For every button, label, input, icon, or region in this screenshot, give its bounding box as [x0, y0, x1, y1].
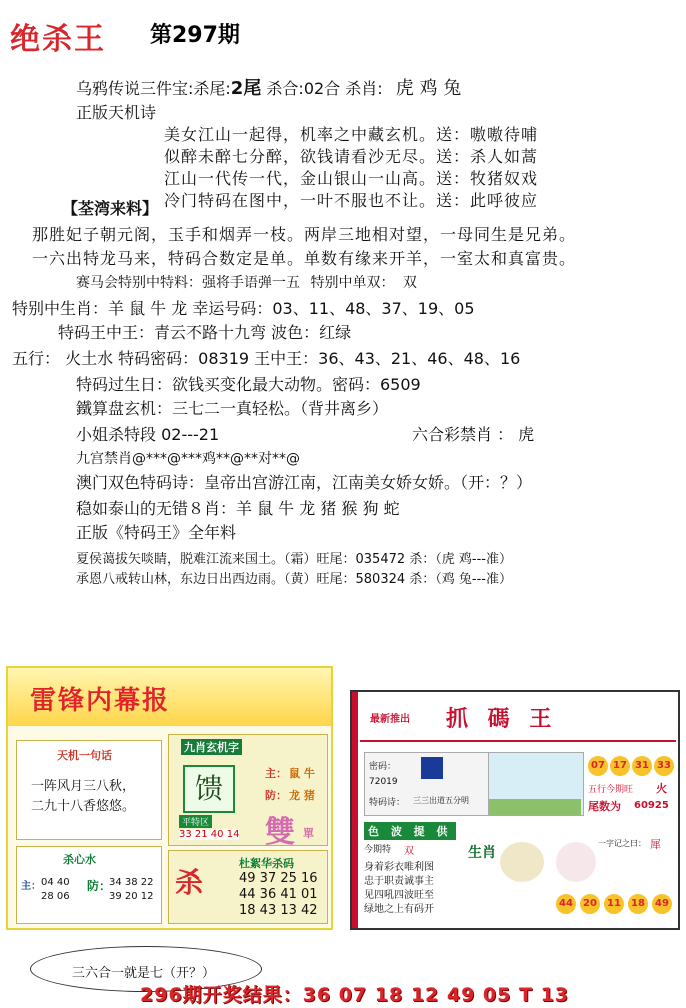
code-box	[364, 752, 490, 816]
line-sansanjianbao	[76, 74, 461, 100]
poem-line: 二九十八香悠悠。	[31, 799, 136, 814]
jinqi-label: 今期特	[364, 845, 392, 855]
wuxing-label: 五行今期旺	[588, 785, 634, 795]
mouse-icon	[500, 842, 544, 882]
label: 特别中单双：	[310, 275, 395, 291]
section-tianji-title: 正版天机诗	[76, 103, 157, 122]
source-label: 【荃湾来料】	[62, 199, 159, 218]
brand-title: 绝杀王	[10, 22, 106, 57]
value-shaxiao: 虎 鸡 兔	[395, 78, 462, 99]
shama-box	[168, 850, 328, 924]
sha-row: 18 43 13 42	[239, 903, 318, 918]
line-tiesuan: 鐵算盘玄机：三七二一真轻松。（背井离乡）	[76, 399, 389, 418]
code-value: 72019	[369, 777, 398, 787]
leifeng-card	[6, 666, 333, 930]
label: 防：	[87, 879, 112, 893]
value: 双	[402, 275, 417, 291]
value-weishu: 2尾	[230, 78, 262, 99]
poem-line: 绿地之上有码开	[364, 904, 434, 915]
poem-line: 江山一代传一代，金山银山一山高。送：牧猪奴戏	[164, 169, 539, 188]
ball: 20	[580, 894, 600, 914]
card-title: 抓 碼 王	[446, 707, 558, 732]
line-quannian: 正版《特码王》全年料	[76, 523, 237, 542]
label: 密码：	[369, 762, 397, 772]
box-title: 杀心水	[63, 853, 96, 866]
ball: 31	[632, 756, 652, 776]
line-xiaojie: 小姐杀特段 02---21	[76, 425, 220, 444]
sha-row: 49 37 25 16	[239, 871, 318, 886]
line-liuhe: 六合彩禁肖 ： 虎	[412, 425, 535, 444]
poem-line: 冷门特码在图中，一叶不服也不让。送：此呼彼应	[164, 191, 539, 210]
red-side-bar	[352, 692, 358, 928]
ball: 07	[588, 756, 608, 776]
sha-row: 44 36 41 01	[239, 887, 318, 902]
box-title: 天机一句话	[57, 749, 112, 762]
jinqi-value: 双	[404, 846, 414, 857]
label: 杀合:02合 杀肖:	[266, 79, 383, 98]
poem-line: 似醉未醉七分醉，欲钱请看沙无尽。送：杀人如蒿	[164, 147, 539, 166]
box-title: 九肖玄机字	[181, 739, 242, 755]
label: 乌鸦传说三件宝:杀尾:	[76, 79, 231, 98]
sha-char: 杀	[175, 866, 204, 899]
nums: 04 40	[41, 877, 70, 888]
shuang-char: 雙	[265, 815, 295, 850]
weishu-value: 60925	[634, 800, 669, 811]
value: 鼠 牛	[289, 767, 315, 780]
label: 特码诗：	[369, 798, 406, 808]
line-shengri: 特码过生日：欲钱买变化最大动物。密码：6509	[76, 375, 421, 394]
line-jiugong: 九宫禁肖@***@***鸡**@**对**@	[76, 451, 300, 467]
poem-line: 见四吼四波旺至	[364, 890, 434, 901]
tequ-label: 平特区	[179, 815, 212, 828]
weishu-label: 尾数为	[588, 800, 621, 813]
poem-line: 美女江山一起得，机率之中藏玄机。送：嗷嗷待哺	[164, 125, 539, 144]
label: 赛马会特别中特料：强将手语弹一五	[76, 275, 300, 291]
ball: 33	[654, 756, 674, 776]
news-label: 最新推出	[370, 714, 410, 725]
nums: 28 06	[41, 891, 70, 902]
label: 主：	[21, 881, 41, 892]
box-title: 杜絮华杀码	[239, 857, 294, 870]
right-hint: 一字记之曰：	[598, 839, 646, 848]
nums: 39 20 12	[109, 891, 154, 902]
verse-line: 那胜妃子朝元阁，玉手和烟弄一枝。两岸三地相对望，一母同生是兄弟。	[32, 225, 577, 244]
tags: 色 波 提 供	[364, 822, 456, 840]
line-saima	[76, 272, 417, 292]
ball: 18	[628, 894, 648, 914]
poem-line: 一阵风月三八秋，	[31, 779, 136, 794]
label: 主：	[265, 767, 287, 780]
verse-line: 一六出特龙马来，特码合数定是单。单数有缘来开羊，一室太和真富贵。	[32, 249, 577, 268]
poem-line: 忠于职责诚事主	[364, 876, 434, 887]
card-title: 雷锋内幕报	[30, 686, 171, 716]
value: 龙 猪	[289, 789, 315, 802]
tm-value: 三三出道五分明	[413, 796, 469, 805]
shengxiao-label: 生肖	[468, 845, 496, 861]
ball: 49	[652, 894, 672, 914]
line-chengen: 承恩八戒转山林，东边日出西边雨。（黄）旺尾：580324 杀：（鸡 兔---准）	[76, 572, 512, 587]
right-char: 犀	[650, 838, 661, 851]
nums: 34 38 22	[109, 877, 154, 888]
jiuxiao-box	[168, 734, 328, 850]
line-xiahou: 夏侯蔼拔矢啖睛，脱难江流来国土。（霜）旺尾：035472 杀：（虎 鸡---准）	[76, 552, 512, 567]
cloud-text: 三六合一就是七（开？）	[72, 966, 216, 981]
char-block: 馈	[183, 765, 235, 813]
ball: 11	[604, 894, 624, 914]
line-temawang: 特码王中王：青云不路十九弯 波色：红绿	[58, 323, 352, 342]
shaxin-box	[16, 846, 162, 924]
ball: 44	[556, 894, 576, 914]
tequ-nums: 33 21 40 14	[179, 829, 240, 840]
ball: 17	[610, 756, 630, 776]
grass-shape	[489, 799, 581, 815]
line-tebiezhong-shengxiao: 特别中生肖：羊 鼠 牛 龙 幸运号码：03、11、48、37、19、05	[12, 299, 475, 318]
line-taishan: 稳如泰山的无错８肖：羊 鼠 牛 龙 猪 猴 狗 蛇	[76, 499, 400, 518]
line-aomen: 澳门双色特码诗：皇帝出宫游江南，江南美女娇女娇。（开：？）	[76, 473, 533, 492]
tianji-box	[16, 740, 162, 840]
scene-image	[488, 752, 584, 816]
poem-line: 身着彩衣唯利图	[364, 862, 434, 873]
wuxing-value: 火	[656, 782, 667, 795]
draw-result: 296期开奖结果：36 07 18 12 49 05 T 13	[140, 984, 570, 1006]
pig-icon	[556, 842, 596, 882]
dan-char: 單	[303, 827, 314, 840]
line-wuxing: 五行： 火土水 特码密码：08319 王中王：36、43、21、46、48、16	[12, 349, 521, 368]
logo-icon	[421, 757, 443, 779]
label: 防：	[265, 789, 287, 802]
issue-number: 第297期	[150, 23, 240, 48]
zhuamawang-card	[350, 690, 680, 930]
